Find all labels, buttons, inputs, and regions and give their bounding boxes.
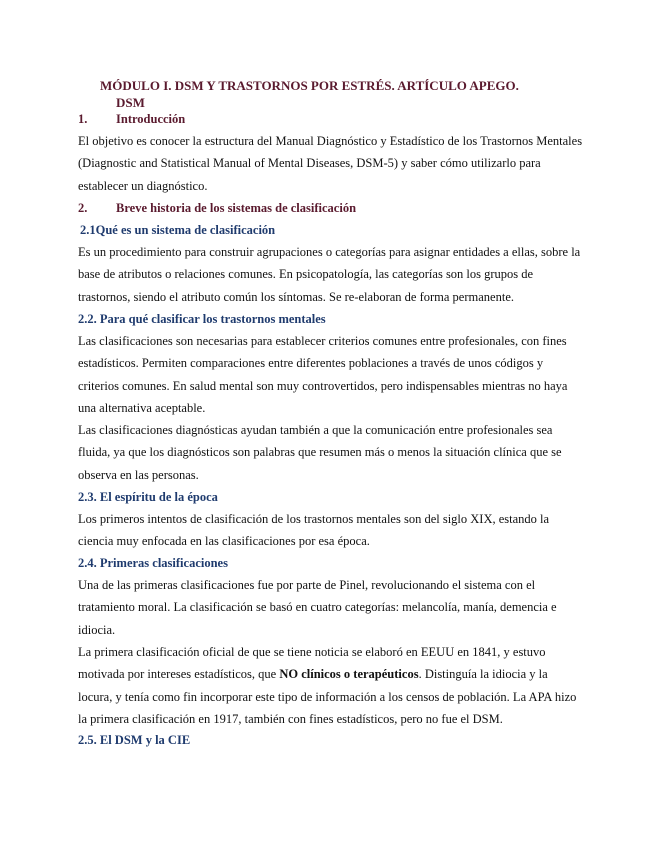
document-title [100, 77, 570, 111]
section-2-number: 2. [78, 201, 88, 215]
subsection-2-3-paragraph: Los primeros intentos de clasificación de los trastornos mentales son del siglo XIX, estando la ciencia muy enfocada en las clasificaciones por esa época. [78, 512, 550, 549]
title-line-1: MÓDULO I. DSM Y TRASTORNOS POR ESTRÉS. ARTÍCULO APEGO. [100, 78, 519, 93]
subsection-2-5-heading: 2.5. El DSM y la CIE [78, 733, 191, 747]
section-1-paragraph: El objetivo es conocer la estructura del Manual Diagnóstico y Estadístico de los Trastornos Mentales (Diagnostic and Statistical Manual of Mental Diseases, DSM-5) y saber cómo utilizarlo para establecer un diagnóstico. [78, 134, 583, 193]
subsection-2-2-paragraph-2: Las clasificaciones diagnósticas ayudan también a que la comunicación entre profesionales sea fluida, ya que los diagnósticos son palabras que resumen más o menos la situación clínica que se observa en las personas. [78, 423, 562, 482]
title-line-2: DSM [116, 95, 145, 110]
subsection-2-2-paragraph-1: Las clasificaciones son necesarias para establecer criterios comunes entre profesionales, con fines estadísticos. Permiten comparaciones entre diferentes poblaciones a través de unos códigos y criterios comunes. En salud mental son muy controvertidos, pero indispensables mientras no haya una alternativa aceptable. [78, 334, 568, 415]
paragraph-2-4-part-b: . Distinguía la idiocia y la locura, y tenía como fin incorporar este tipo de información a los censos de población. La APA hizo la primera clasificación en 1917, también con fines estadísticos, pero no fue el DSM. [78, 667, 577, 726]
section-2-heading [78, 200, 356, 216]
paragraph-2-4-bold: NO clínicos o terapéuticos [279, 667, 419, 682]
paragraph-2-4-part-a: La primera clasificación oficial de que se tiene noticia se elaboró en EEUU en 1841, y estuvo motivada por intereses estadísticos, que [78, 645, 546, 682]
subsection-2-1-paragraph: Es un procedimiento para construir agrupaciones o categorías para asignar entidades a ellas, sobre la base de atributos o relaciones comunes. En psicopatología, las categorías son los grupos de trastornos, siendo el atributo común los síntomas. Se re-elaboran de forma permanente. [78, 245, 581, 304]
section-1-number: 1. [78, 112, 88, 126]
section-1-title: Introducción [116, 112, 186, 126]
subsection-2-2-heading: 2.2. Para qué clasificar los trastornos mentales [78, 312, 326, 326]
subsection-2-4-paragraph-1: Una de las primeras clasificaciones fue por parte de Pinel, revolucionando el sistema con el tratamiento moral. La clasificación se basó en cuatro categorías: melancolía, manía, demencia e idiocia. [78, 578, 557, 637]
subsection-2-1-heading: 2.1Qué es un sistema de clasificación [80, 223, 276, 237]
section-2-title: Breve historia de los sistemas de clasificación [116, 201, 357, 215]
subsection-2-4-heading: 2.4. Primeras clasificaciones [78, 556, 228, 570]
subsection-2-3-heading: 2.3. El espíritu de la época [78, 490, 218, 504]
section-1-heading [78, 111, 185, 127]
subsection-2-4-paragraph-2 [78, 641, 583, 730]
